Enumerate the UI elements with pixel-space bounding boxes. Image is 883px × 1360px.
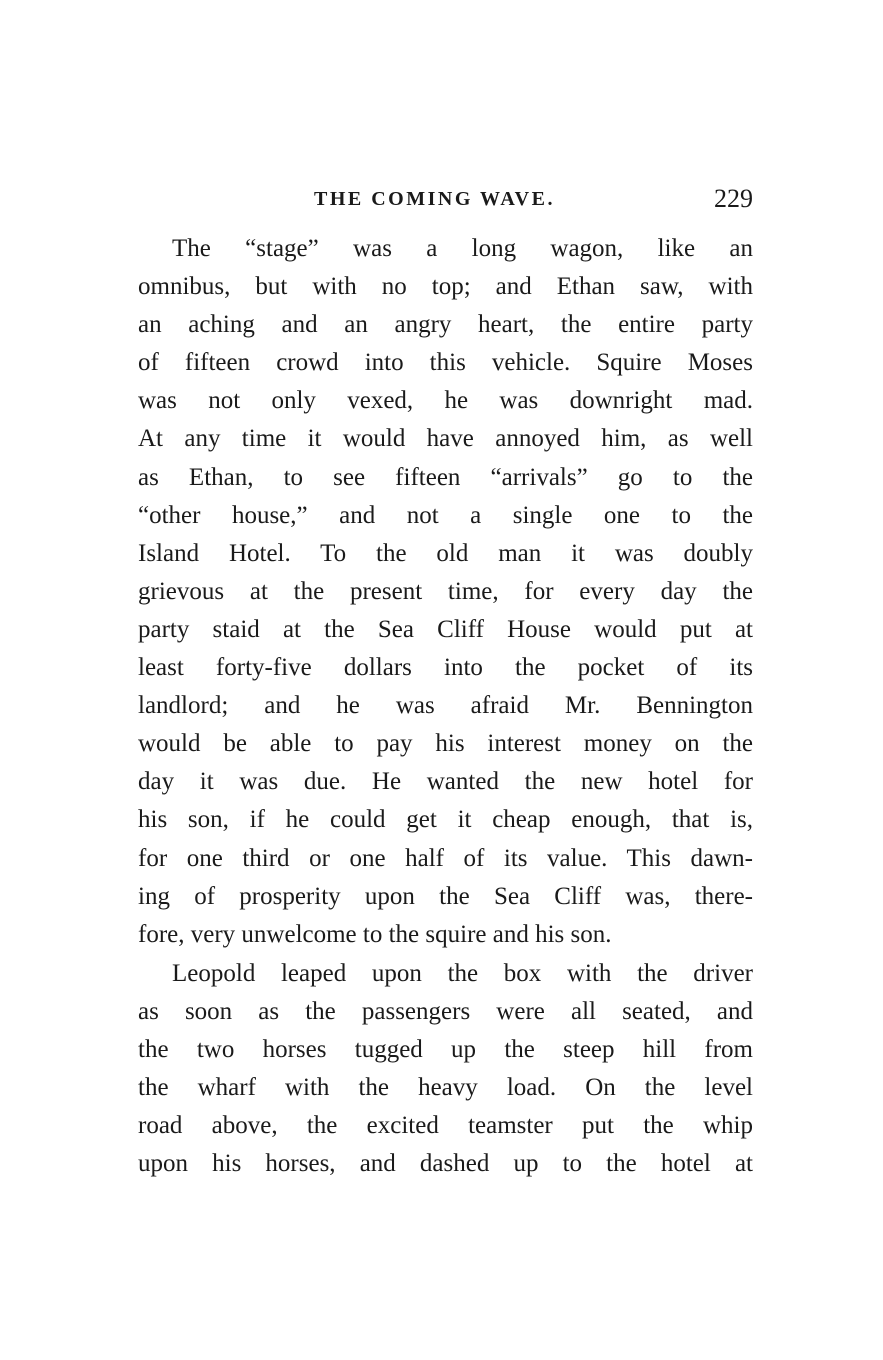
text-line: as Ethan, to see fifteen “arrivals” go to the — [138, 463, 753, 491]
text-line: grievous at the present time, for every day the — [138, 577, 753, 605]
text-line: At any time it would have annoyed him, as well — [138, 425, 753, 453]
text-line: party staid at the Sea Cliff House would put at — [138, 615, 753, 643]
text-line: Island Hotel. To the old man it was doubly — [138, 539, 753, 567]
page-number: 229 — [714, 184, 753, 213]
text-line: The “stage” was a long wagon, like an — [172, 235, 753, 262]
running-head — [138, 184, 753, 220]
text-line: an aching and an angry heart, the entire party — [138, 311, 753, 339]
text-line: “other house,” and not a single one to the — [138, 501, 753, 529]
text-line: was not only vexed, he was downright mad. — [138, 387, 753, 415]
text-line: road above, the excited teamster put the whip — [138, 1112, 753, 1140]
text-line: his son, if he could get it cheap enough, that is, — [138, 806, 753, 834]
text-line: for one third or one half of its value. This dawn- — [138, 844, 753, 872]
text-line: least forty-five dollars into the pocket of its — [138, 654, 753, 682]
text-line: omnibus, but with no top; and Ethan saw, with — [138, 273, 753, 301]
text-line: day it was due. He wanted the new hotel for — [138, 768, 753, 796]
text-line: the wharf with the heavy load. On the level — [138, 1074, 753, 1102]
text-line: the two horses tugged up the steep hill from — [138, 1035, 753, 1063]
body-text — [138, 230, 753, 1183]
text-line: of fifteen crowd into this vehicle. Squire Moses — [138, 349, 753, 377]
text-line: fore, very unwelcome to the squire and his son. — [138, 920, 612, 948]
text-line: upon his horses, and dashed up to the hotel at — [138, 1150, 753, 1178]
text-line: landlord; and he was afraid Mr. Bennington — [138, 692, 753, 720]
text-line: Leopold leaped upon the box with the driver — [172, 959, 753, 987]
text-line: would be able to pay his interest money on the — [138, 730, 753, 758]
running-title: THE COMING WAVE. — [314, 188, 555, 210]
text-line: as soon as the passengers were all seated, and — [138, 997, 753, 1025]
text-line: ing of prosperity upon the Sea Cliff was, there- — [138, 882, 753, 910]
